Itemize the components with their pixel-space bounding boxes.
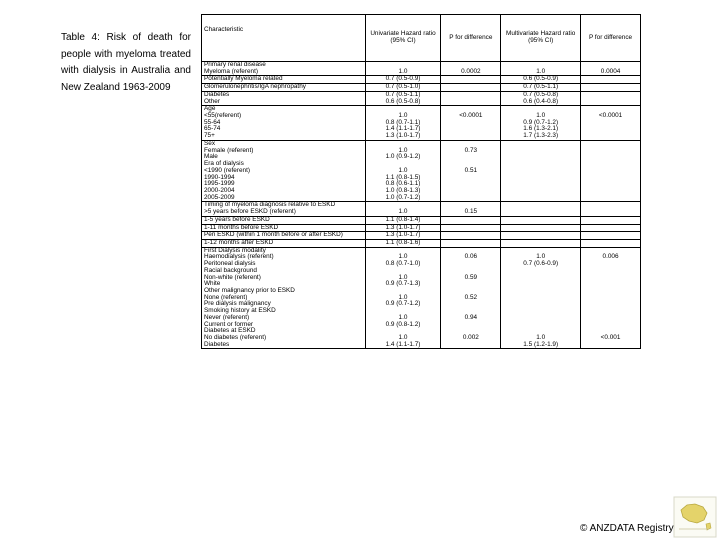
cell-p-multivariate (581, 84, 641, 92)
cell-line: 2005-2009 (204, 193, 235, 201)
cell-line: 1.0 (398, 208, 408, 216)
cell-p-multivariate (581, 224, 641, 232)
cell-line: 1-5 years before ESKD (204, 215, 270, 223)
cell-p-multivariate (581, 113, 641, 140)
cell-univariate (365, 216, 441, 224)
cell-line: Never (referent) (204, 313, 250, 321)
cell-multivariate (501, 202, 581, 209)
table-row (202, 148, 641, 161)
cell-line: 1.0 (536, 253, 546, 261)
cell-p-multivariate (581, 140, 641, 147)
cell-line: 1-11 months before ESKD (204, 223, 279, 231)
cell-line: 1.0 (398, 293, 408, 301)
cell-line: Other malignancy prior to ESKD (204, 287, 295, 294)
cell-line: <1990 (referent) (204, 166, 251, 174)
cell-characteristic (202, 148, 366, 161)
cell-line: 1.6 (1.3-2.1) (523, 125, 559, 133)
cell-line: None (referent) (204, 293, 248, 301)
cell-line: Age (204, 105, 216, 113)
cell-line: 0.51 (464, 166, 478, 174)
cell-multivariate (501, 315, 581, 328)
cell-characteristic (202, 275, 366, 288)
cell-p-univariate (441, 84, 501, 92)
cell-line: 0.8 (0.6-1.1) (385, 180, 421, 188)
table-row (202, 161, 641, 168)
cell-p-univariate (441, 315, 501, 328)
cell-line: 1.0 (398, 334, 408, 342)
cell-multivariate (501, 161, 581, 168)
cell-line: 1.0 (0.7-1.2) (385, 193, 421, 201)
cell-univariate (365, 148, 441, 161)
cell-p-multivariate (581, 76, 641, 84)
table-row (202, 168, 641, 202)
cell-univariate (365, 315, 441, 328)
cell-line: Haemodialysis (referent) (204, 253, 274, 261)
table-row (202, 295, 641, 308)
cell-line: 1.0 (536, 334, 546, 342)
cell-line: 0.06 (464, 253, 478, 261)
cell-line: 0.7 (0.5-0.9) (385, 75, 421, 83)
cell-characteristic (202, 315, 366, 328)
cell-p-multivariate (581, 315, 641, 328)
cell-line: Diabetes at ESKD (204, 327, 256, 335)
cell-characteristic (202, 168, 366, 202)
cell-line: Current or former (204, 320, 254, 328)
cell-multivariate (501, 239, 581, 247)
cell-line: 1.0 (398, 67, 408, 75)
cell-line: Peri ESKD (within 1 month before or after ESKD) (204, 231, 343, 239)
cell-p-univariate (441, 239, 501, 247)
cell-line: 1.0 (0.9-1.2) (385, 153, 421, 161)
table-row (202, 106, 641, 113)
cell-line: 0.73 (464, 146, 478, 154)
table-caption: Table 4: Risk of death for people with myeloma treated with dialysis in Australia and New Zealand 1963-2009 (61, 32, 191, 93)
cell-multivariate (501, 254, 581, 267)
cell-univariate (365, 91, 441, 105)
cell-p-multivariate (581, 232, 641, 240)
cell-line: <0.001 (600, 334, 621, 342)
cell-p-multivariate (581, 202, 641, 209)
cell-line: 1.0 (398, 313, 408, 321)
cell-p-univariate (441, 113, 501, 140)
cell-line: 0.8 (0.7-1.1) (385, 118, 421, 126)
cell-line: <55(referent) (204, 112, 242, 120)
cell-p-multivariate (581, 308, 641, 315)
cell-line: Myeloma (referent) (204, 67, 258, 75)
cell-line: 2000-2004 (204, 186, 235, 194)
cell-p-multivariate (581, 209, 641, 216)
table-row (202, 239, 641, 247)
cell-line: 1.4 (1.1-1.7) (385, 125, 421, 133)
cell-characteristic (202, 335, 366, 349)
cell-p-univariate (441, 69, 501, 76)
cell-p-univariate (441, 295, 501, 308)
table-row (202, 216, 641, 224)
cell-line: 1995-1999 (204, 180, 235, 188)
cell-p-univariate (441, 232, 501, 240)
cell-multivariate (501, 168, 581, 202)
table-row (202, 62, 641, 69)
cell-line: 0.9 (0.7-1.2) (523, 118, 559, 126)
cell-line: 55-64 (204, 118, 221, 126)
cell-characteristic (202, 91, 366, 105)
cell-line: 1.0 (0.8-1.3) (385, 186, 421, 194)
cell-p-multivariate (581, 216, 641, 224)
cell-line: 1.3 (1.0-1.7) (385, 223, 421, 231)
cell-line: 0.006 (602, 253, 619, 261)
cell-line: Diabetes (204, 340, 230, 348)
cell-line: 1.0 (398, 146, 408, 154)
cell-p-univariate (441, 148, 501, 161)
cell-univariate (365, 295, 441, 308)
header-univariate: Univariate Hazard ratio (95% CI) (365, 15, 441, 62)
cell-line: Glomerulonephritis/IgA nephropathy (204, 83, 306, 91)
cell-multivariate (501, 209, 581, 216)
cell-p-multivariate (581, 288, 641, 295)
cell-line: Other (204, 97, 220, 105)
cell-line: 1.1 (0.8-1.5) (385, 173, 421, 181)
cell-p-multivariate (581, 148, 641, 161)
cell-line: <0.0001 (598, 112, 623, 120)
cell-line: 0.8 (0.7-1.0) (385, 260, 421, 268)
table-row (202, 91, 641, 105)
cell-line: 1.0 (398, 273, 408, 281)
cell-line: 0.9 (0.8-1.2) (385, 320, 421, 328)
cell-multivariate (501, 148, 581, 161)
cell-p-multivariate (581, 254, 641, 267)
cell-line: 0.9 (0.7-1.2) (385, 300, 421, 308)
cell-p-univariate (441, 76, 501, 84)
cell-line: 1-12 months after ESKD (204, 238, 274, 246)
cell-p-multivariate (581, 69, 641, 76)
table-row (202, 84, 641, 92)
cell-line: 0.7 (0.5-1.1) (385, 90, 421, 98)
cell-line: 75+ (204, 132, 215, 140)
cell-multivariate (501, 140, 581, 147)
cell-multivariate (501, 268, 581, 275)
cell-univariate (365, 254, 441, 267)
cell-univariate (365, 168, 441, 202)
cell-line: 0.0004 (600, 67, 621, 75)
cell-line: 1.0 (398, 166, 408, 174)
cell-multivariate (501, 275, 581, 288)
cell-characteristic (202, 216, 366, 224)
cell-line: 1.0 (398, 253, 408, 261)
cell-line: Smoking history at ESKD (204, 307, 276, 315)
cell-line: 1.4 (1.1-1.7) (385, 340, 421, 348)
cell-line: Peritoneal dialysis (204, 260, 256, 268)
cell-line: Non-white (referent) (204, 273, 261, 281)
header-characteristic: Characteristic (202, 15, 366, 62)
cell-multivariate (501, 335, 581, 349)
cell-p-multivariate (581, 268, 641, 275)
cell-line: Era of dialysis (204, 160, 244, 168)
anzdata-logo (673, 496, 717, 538)
cell-line: 0.002 (462, 334, 479, 342)
cell-line: 0.59 (464, 273, 478, 281)
cell-line: 0.7 (0.6-0.9) (523, 260, 559, 268)
cell-p-univariate (441, 275, 501, 288)
cell-line: 0.94 (464, 313, 478, 321)
cell-univariate (365, 335, 441, 349)
cell-line: >5 years before ESKD (referent) (204, 208, 296, 216)
table-row (202, 315, 641, 328)
cell-multivariate (501, 288, 581, 295)
cell-line: Diabetes (204, 90, 230, 98)
cell-multivariate (501, 232, 581, 240)
cell-univariate (365, 239, 441, 247)
cell-line: 0.6 (0.4-0.8) (523, 97, 559, 105)
cell-line: 0.7 (0.5-1.1) (523, 83, 559, 91)
cell-p-multivariate (581, 239, 641, 247)
cell-univariate (365, 113, 441, 140)
cell-line: 0.15 (464, 208, 478, 216)
cell-p-multivariate (581, 168, 641, 202)
table-row (202, 288, 641, 295)
registry-footer: © ANZDATA Registry (580, 523, 674, 534)
cell-line: Racial background (204, 266, 257, 274)
cell-line: 1.0 (536, 112, 546, 120)
table-row (202, 308, 641, 315)
table-row (202, 254, 641, 267)
header-p-univariate: P for difference (441, 15, 501, 62)
cell-p-multivariate (581, 161, 641, 168)
cell-univariate (365, 275, 441, 288)
table-header-row (202, 15, 641, 62)
cell-p-univariate (441, 335, 501, 349)
cell-multivariate (501, 216, 581, 224)
cell-line: 0.7 (0.5-0.8) (523, 90, 559, 98)
cell-line: Male (204, 153, 218, 161)
cell-line: 1.3 (1.0-1.7) (385, 132, 421, 140)
cell-p-univariate (441, 91, 501, 105)
cell-line: 0.9 (0.7-1.3) (385, 280, 421, 288)
table-row (202, 113, 641, 140)
cell-line: 1.3 (1.0-1.7) (385, 231, 421, 239)
cell-p-univariate (441, 216, 501, 224)
cell-line: Pre dialysis malignancy (204, 300, 271, 308)
cell-p-multivariate (581, 275, 641, 288)
cell-line: 1.7 (1.3-2.3) (523, 132, 559, 140)
cell-line: Potentially Myeloma related (204, 75, 283, 83)
cell-p-multivariate (581, 91, 641, 105)
table-row (202, 275, 641, 288)
cell-characteristic (202, 254, 366, 267)
cell-p-univariate (441, 224, 501, 232)
cell-p-multivariate (581, 295, 641, 308)
table-row (202, 140, 641, 147)
cell-line: 1990-1994 (204, 173, 235, 181)
cell-line: 1.5 (1.2-1.9) (523, 340, 559, 348)
cell-multivariate (501, 308, 581, 315)
table-row (202, 268, 641, 275)
cell-multivariate (501, 91, 581, 105)
cell-line: White (204, 280, 221, 288)
cell-line: Female (referent) (204, 146, 254, 154)
cell-line: 1.1 (0.8-1.6) (385, 238, 421, 246)
cell-multivariate (501, 295, 581, 308)
header-p-multivariate: P for difference (581, 15, 641, 62)
cell-line: 65-74 (204, 125, 221, 133)
cell-p-univariate (441, 168, 501, 202)
cell-line: 0.0002 (461, 67, 481, 75)
cell-multivariate (501, 113, 581, 140)
cell-line: 0.6 (0.5-0.8) (385, 97, 421, 105)
cell-p-univariate (441, 209, 501, 216)
cell-characteristic (202, 113, 366, 140)
table-row (202, 328, 641, 335)
cell-line: 1.0 (398, 112, 408, 120)
cell-line: 1.1 (0.8-1.4) (385, 215, 421, 223)
table-row (202, 335, 641, 349)
cell-line: Timing of myeloma diagnosis relative to ESKD (204, 201, 336, 209)
table-body (202, 62, 641, 349)
cell-line: <0.0001 (459, 112, 483, 120)
cell-line: 0.7 (0.5-1.0) (385, 83, 421, 91)
cell-line: 1.0 (536, 67, 546, 75)
cell-line: Sex (204, 139, 216, 147)
cell-p-univariate (441, 254, 501, 267)
cell-characteristic (202, 295, 366, 308)
cell-line: No diabetes (referent) (204, 334, 267, 342)
cell-p-multivariate (581, 335, 641, 349)
cell-line: Primary renal disease (204, 61, 266, 68)
cell-line: First Dialysis modality (204, 246, 266, 254)
cell-multivariate (501, 224, 581, 232)
cell-line: 0.52 (464, 293, 478, 301)
cell-line: 0.6 (0.5-0.9) (523, 75, 559, 83)
header-multivariate: Multivariate Hazard ratio (95% CI) (501, 15, 581, 62)
results-table (201, 14, 641, 349)
